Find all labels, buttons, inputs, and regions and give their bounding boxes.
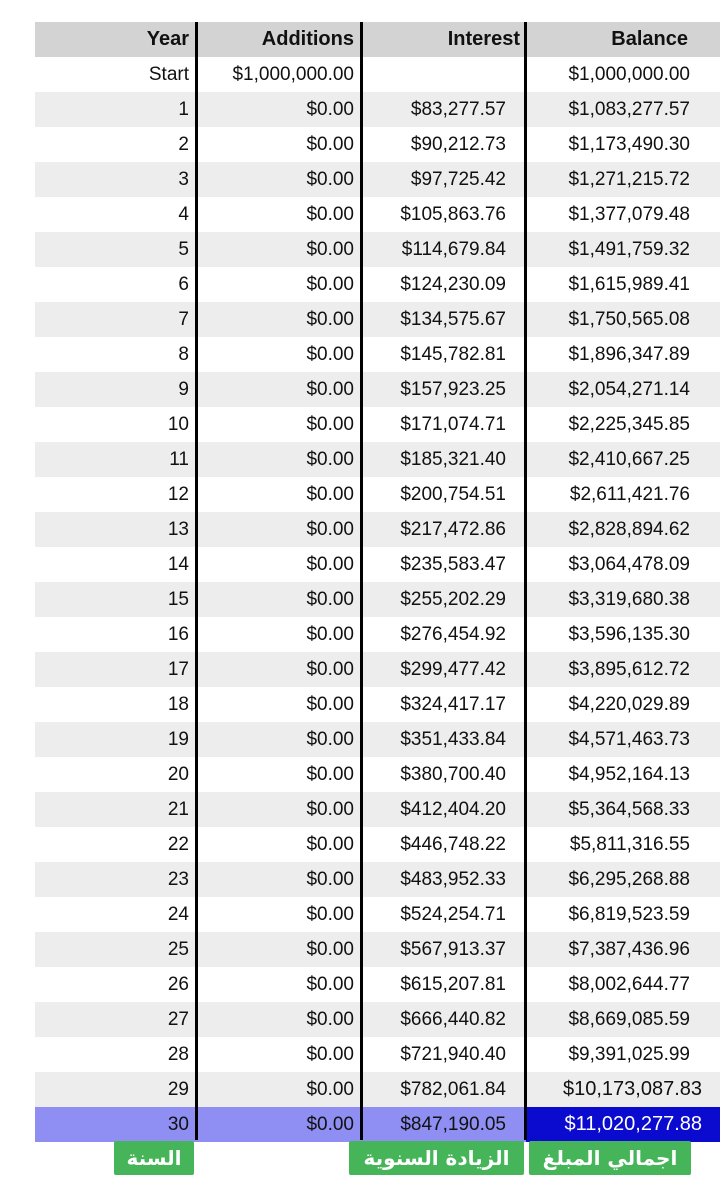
cell-balance: $2,225,345.85 — [568, 414, 690, 435]
cell-balance: $11,020,277.88 — [526, 1107, 720, 1142]
cell-year: 3 — [178, 169, 189, 190]
cell-interest — [362, 57, 526, 92]
cell-interest: $782,061.84 — [400, 1079, 506, 1100]
cell-balance: $8,002,644.77 — [568, 974, 690, 995]
cell-year: 21 — [167, 799, 189, 820]
cell-additions: $0.00 — [306, 659, 354, 680]
cell-balance: $2,611,421.76 — [569, 484, 690, 505]
cell-year: 5 — [178, 239, 189, 260]
table-row — [35, 57, 720, 92]
cell-balance: $3,064,478.09 — [568, 554, 690, 575]
cell-year: Start — [148, 64, 189, 85]
cell-interest: $145,782.81 — [400, 344, 506, 365]
cell-additions: $0.00 — [306, 904, 354, 925]
cell-interest: $171,074.71 — [400, 414, 506, 435]
table-row — [35, 582, 720, 617]
cell-interest: $721,940.40 — [400, 1044, 506, 1065]
cell-interest: $134,575.67 — [400, 309, 506, 330]
cell-year: 19 — [167, 729, 189, 750]
table-row — [35, 512, 720, 547]
cell-balance: $8,669,085.59 — [568, 1009, 690, 1030]
table-row — [35, 862, 720, 897]
cell-interest: $446,748.22 — [400, 834, 506, 855]
cell-balance: $2,828,894.62 — [568, 519, 690, 540]
cell-balance: $1,615,989.41 — [568, 274, 690, 295]
cell-interest: $200,754.51 — [400, 484, 506, 505]
cell-balance: $4,571,463.73 — [568, 729, 690, 750]
header-interest: Interest — [447, 28, 520, 50]
cell-additions: $0.00 — [306, 414, 354, 435]
cell-balance: $4,220,029.89 — [568, 694, 690, 715]
cell-additions: $0.00 — [306, 869, 354, 890]
cell-balance: $5,811,316.55 — [569, 834, 690, 855]
cell-interest: $615,207.81 — [400, 974, 506, 995]
cell-year: 1 — [178, 99, 189, 120]
cell-balance: $7,387,436.96 — [568, 939, 690, 960]
header-additions: Additions — [261, 28, 354, 50]
cell-interest: $83,277.57 — [410, 99, 506, 120]
header-balance: Balance — [611, 28, 688, 50]
cell-balance: $6,819,523.59 — [568, 904, 690, 925]
cell-additions: $0.00 — [306, 729, 354, 750]
cell-interest: $324,417.17 — [400, 694, 506, 715]
cell-year: 26 — [167, 974, 189, 995]
table-row — [35, 442, 720, 477]
table-row — [35, 267, 720, 302]
table-row — [35, 687, 720, 722]
cell-interest: $299,477.42 — [400, 659, 506, 680]
cell-additions: $0.00 — [306, 449, 354, 470]
cell-additions: $0.00 — [306, 974, 354, 995]
cell-additions: $0.00 — [306, 1009, 354, 1030]
cell-year: 15 — [167, 589, 189, 610]
table-row — [35, 617, 720, 652]
cell-balance: $1,750,565.08 — [568, 309, 690, 330]
label-balance-arabic: اجمالي المبلغ — [529, 1141, 691, 1175]
cell-additions: $1,000,000.00 — [232, 64, 354, 85]
table-row — [35, 127, 720, 162]
cell-interest: $276,454.92 — [400, 624, 506, 645]
cell-balance: $2,054,271.14 — [568, 379, 690, 400]
cell-additions: $0.00 — [306, 239, 354, 260]
cell-interest: $412,404.20 — [400, 799, 506, 820]
cell-year: 29 — [167, 1079, 189, 1100]
header-year: Year — [146, 28, 189, 50]
label-interest-arabic: الزيادة السنوية — [349, 1141, 524, 1175]
cell-interest: $380,700.40 — [400, 764, 506, 785]
cell-additions: $0.00 — [306, 169, 354, 190]
cell-interest: $157,923.25 — [400, 379, 506, 400]
cell-year: 30 — [167, 1114, 189, 1135]
cell-additions: $0.00 — [306, 694, 354, 715]
table-row — [35, 1037, 720, 1072]
cell-additions: $0.00 — [306, 344, 354, 365]
cell-year: 2 — [178, 134, 189, 155]
cell-interest: $97,725.42 — [410, 169, 506, 190]
cell-additions: $0.00 — [306, 764, 354, 785]
cell-additions: $0.00 — [306, 799, 354, 820]
cell-year: 16 — [167, 624, 189, 645]
table-row — [35, 477, 720, 512]
cell-year: 7 — [178, 309, 189, 330]
table-row — [35, 302, 720, 337]
cell-year: 23 — [167, 869, 189, 890]
cell-additions: $0.00 — [306, 1079, 354, 1100]
table-row — [35, 337, 720, 372]
cell-interest: $567,913.37 — [400, 939, 506, 960]
cell-balance: $2,410,667.25 — [568, 449, 690, 470]
cell-balance: $5,364,568.33 — [568, 799, 690, 820]
cell-year: 20 — [167, 764, 189, 785]
cell-interest: $217,472.86 — [400, 519, 506, 540]
cell-balance: $4,952,164.13 — [568, 764, 690, 785]
cell-balance: $6,295,268.88 — [568, 869, 690, 890]
cell-year: 10 — [167, 414, 189, 435]
cell-additions: $0.00 — [306, 484, 354, 505]
cell-additions: $0.00 — [306, 309, 354, 330]
column-divider-interest — [524, 22, 527, 1140]
table-body — [35, 57, 720, 1142]
cell-balance: $9,391,025.99 — [568, 1044, 690, 1065]
cell-balance: $1,000,000.00 — [568, 64, 690, 85]
cell-balance: $1,173,490.30 — [568, 134, 690, 155]
cell-year: 11 — [169, 449, 189, 470]
cell-additions: $0.00 — [306, 134, 354, 155]
cell-year: 24 — [167, 904, 189, 925]
cell-balance: $3,319,680.38 — [568, 589, 690, 610]
table-row — [35, 372, 720, 407]
cell-balance: $3,895,612.72 — [568, 659, 690, 680]
cell-interest: $124,230.09 — [400, 274, 506, 295]
table-row — [35, 932, 720, 967]
cell-year: 25 — [167, 939, 189, 960]
cell-interest: $847,190.05 — [400, 1114, 506, 1135]
table-row — [35, 1107, 720, 1142]
cell-year: 13 — [167, 519, 189, 540]
cell-year: 18 — [167, 694, 189, 715]
cell-year: 28 — [167, 1044, 189, 1065]
cell-balance: $10,173,087.83 — [562, 1078, 702, 1100]
table-row — [35, 722, 720, 757]
label-year-arabic: السنة — [114, 1141, 194, 1175]
column-divider-year — [195, 22, 198, 1140]
cell-interest: $483,952.33 — [400, 869, 506, 890]
cell-additions: $0.00 — [306, 1114, 354, 1135]
table-row — [35, 897, 720, 932]
table-row — [35, 757, 720, 792]
table-row — [35, 967, 720, 1002]
cell-balance: $1,377,079.48 — [568, 204, 690, 225]
cell-year: 6 — [178, 274, 189, 295]
cell-year: 27 — [167, 1009, 189, 1030]
table-row — [35, 232, 720, 267]
cell-balance: $1,491,759.32 — [568, 239, 690, 260]
cell-additions: $0.00 — [306, 99, 354, 120]
cell-year: 14 — [167, 554, 189, 575]
table-row — [35, 197, 720, 232]
cell-year: 9 — [178, 379, 189, 400]
cell-additions: $0.00 — [306, 624, 354, 645]
cell-interest: $235,583.47 — [400, 554, 506, 575]
table-row — [35, 162, 720, 197]
cell-additions: $0.00 — [306, 554, 354, 575]
cell-balance: $1,896,347.89 — [568, 344, 690, 365]
compound-growth-table — [35, 22, 720, 1142]
cell-balance: $1,271,215.72 — [568, 169, 690, 190]
cell-interest: $351,433.84 — [400, 729, 506, 750]
cell-additions: $0.00 — [306, 519, 354, 540]
cell-year: 17 — [167, 659, 189, 680]
cell-year: 8 — [178, 344, 189, 365]
table-header-row — [35, 22, 720, 57]
column-divider-additions — [360, 22, 363, 1140]
cell-interest: $524,254.71 — [400, 904, 506, 925]
table-row — [35, 407, 720, 442]
cell-year: 22 — [167, 834, 189, 855]
cell-interest: $255,202.29 — [400, 589, 506, 610]
cell-balance: $3,596,135.30 — [568, 624, 690, 645]
table-row — [35, 547, 720, 582]
cell-interest: $114,679.84 — [401, 239, 506, 260]
table-row — [35, 792, 720, 827]
table-row — [35, 1072, 720, 1107]
table-row — [35, 652, 720, 687]
cell-interest: $90,212.73 — [410, 134, 506, 155]
cell-additions: $0.00 — [306, 834, 354, 855]
table-row — [35, 827, 720, 862]
cell-interest: $185,321.40 — [400, 449, 506, 470]
cell-additions: $0.00 — [306, 274, 354, 295]
cell-year: 4 — [178, 204, 189, 225]
cell-year: 12 — [167, 484, 189, 505]
cell-additions: $0.00 — [306, 939, 354, 960]
cell-additions: $0.00 — [306, 1044, 354, 1065]
cell-interest: $666,440.82 — [400, 1009, 506, 1030]
cell-interest: $105,863.76 — [400, 204, 506, 225]
table-row — [35, 92, 720, 127]
cell-additions: $0.00 — [306, 379, 354, 400]
table-row — [35, 1002, 720, 1037]
cell-additions: $0.00 — [306, 204, 354, 225]
cell-additions: $0.00 — [306, 589, 354, 610]
cell-balance: $1,083,277.57 — [568, 99, 690, 120]
